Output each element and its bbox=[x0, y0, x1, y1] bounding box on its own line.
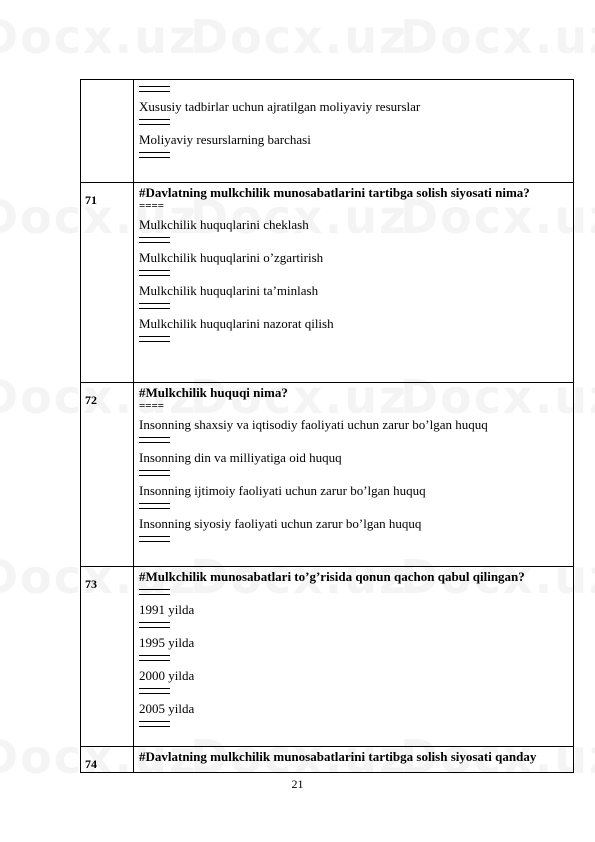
separator-line bbox=[139, 589, 170, 595]
separator-line bbox=[139, 536, 170, 542]
separator-line bbox=[139, 270, 170, 276]
separator-line bbox=[139, 336, 170, 342]
answer-option: 1991 yilda bbox=[139, 602, 195, 617]
answer-option: 2000 yilda bbox=[139, 668, 195, 683]
answer-option: Insonning shaxsiy va iqtisodiy faoliyati uchun zarur bo’lgan huquq bbox=[139, 417, 488, 432]
question-row bbox=[81, 747, 574, 773]
question-text: #Davlatning mulkchilik munosabatlarini tartibga solish siyosati qanday bbox=[139, 749, 537, 764]
question-row bbox=[81, 80, 574, 183]
separator-marker: ==== bbox=[139, 400, 165, 412]
answer-option: Xususiy tadbirlar uchun ajratilgan moliyaviy resurslar bbox=[139, 99, 421, 114]
question-content bbox=[134, 183, 574, 383]
question-row bbox=[81, 183, 574, 383]
watermark-text bbox=[190, 10, 408, 64]
question-content bbox=[134, 567, 574, 747]
question-table bbox=[80, 79, 574, 773]
question-content bbox=[134, 80, 574, 183]
separator-line bbox=[139, 688, 170, 694]
separator-marker: ==== bbox=[139, 200, 165, 212]
question-number: 74 bbox=[81, 747, 134, 773]
question-number: 73 bbox=[81, 567, 134, 747]
separator-line bbox=[139, 119, 170, 125]
separator-line bbox=[139, 152, 170, 158]
answer-option: Mulkchilik huquqlarini o’zgartirish bbox=[139, 250, 324, 265]
answer-option: Insonning ijtimoiy faoliyati uchun zarur bo’lgan huquq bbox=[139, 483, 426, 498]
answer-option: Mulkchilik huquqlarini ta’minlash bbox=[139, 283, 319, 298]
separator-line bbox=[139, 303, 170, 309]
watermark-text bbox=[400, 10, 595, 64]
answer-option: 1995 yilda bbox=[139, 635, 195, 650]
watermark-text bbox=[0, 10, 198, 64]
separator-line bbox=[139, 503, 170, 509]
separator-line bbox=[139, 622, 170, 628]
question-text: #Mulkchilik huquqi nima? bbox=[139, 385, 288, 400]
answer-option: 2005 yilda bbox=[139, 701, 195, 716]
answer-option: Mulkchilik huquqlarini nazorat qilish bbox=[139, 316, 334, 331]
question-row bbox=[81, 567, 574, 747]
separator-line bbox=[139, 655, 170, 661]
separator-line bbox=[139, 470, 170, 476]
answer-option: Moliyaviy resurslarning barchasi bbox=[139, 132, 311, 147]
question-text: #Davlatning mulkchilik munosabatlarini tartibga solish siyosati nima? bbox=[139, 185, 530, 200]
question-content bbox=[134, 383, 574, 567]
separator-line bbox=[139, 437, 170, 443]
question-content bbox=[134, 747, 574, 773]
answer-option: Insonning siyosiy faoliyati uchun zarur bo’lgan huquq bbox=[139, 516, 422, 531]
question-number: 71 bbox=[81, 183, 134, 383]
question-row bbox=[81, 383, 574, 567]
separator-line bbox=[139, 721, 170, 727]
page-number: 21 bbox=[291, 777, 304, 791]
answer-option: Insonning din va milliyatiga oid huquq bbox=[139, 450, 342, 465]
question-number: 72 bbox=[81, 383, 134, 567]
question-number bbox=[81, 80, 134, 183]
answer-option: Mulkchilik huquqlarini cheklash bbox=[139, 217, 309, 232]
separator-line bbox=[139, 86, 170, 92]
question-text: #Mulkchilik munosabatlari to’g’risida qonun qachon qabul qilingan? bbox=[139, 569, 525, 584]
separator-line bbox=[139, 237, 170, 243]
